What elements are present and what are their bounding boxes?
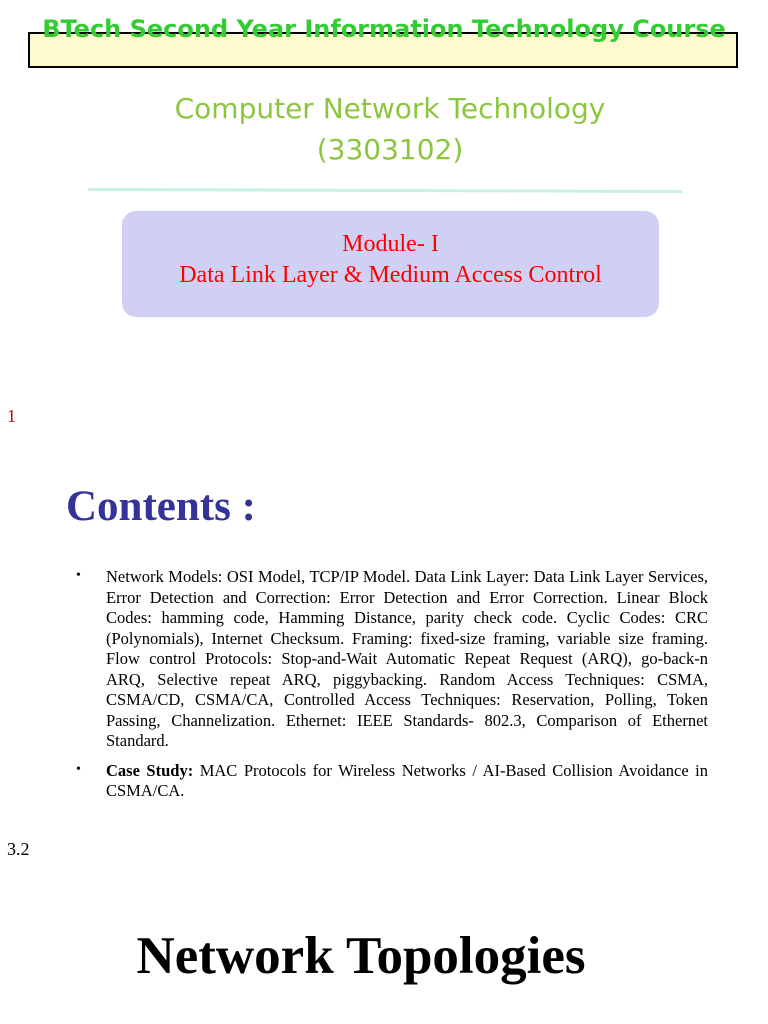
subject-title-name: Computer Network Technology — [174, 92, 606, 125]
subject-title-code: (3303102) — [316, 133, 464, 166]
divider-line — [88, 188, 682, 193]
contents-list — [76, 567, 708, 811]
bullet-icon: • — [76, 568, 81, 583]
slide-number: 1 — [7, 406, 16, 426]
slide-number: 3.2 — [7, 839, 30, 859]
contents-heading: Contents : — [66, 483, 256, 530]
topologies-heading: Network Topologies — [136, 927, 586, 985]
module-label: Module- I — [342, 231, 439, 257]
contents-item-text: Network Models: OSI Model, TCP/IP Model. Data Link Layer: Data Link Layer Services, Error Detection and Correction: Error Detection and Error Correction. Linear Block Codes: hamming code, Hamming Distance, parity check code. Cyclic Codes: CRC (Polynomials), Internet Checksum. Framing: fixed-size framing, variable size framing. Flow control Protocols: Stop-and-Wait Automatic Repeat Request (ARQ), go-back-n ARQ, Selective repeat ARQ, piggybacking. Random Access Techniques: CSMA, CSMA/CD, CSMA/CA, Controlled Access Techniques: Reservation, Polling, Token Passing, Channelization. Ethernet: IEEE Standards- 802.3, Comparison of Ethernet Standard. — [106, 567, 708, 750]
bullet-icon: • — [76, 761, 81, 777]
subject-title — [100, 88, 680, 170]
case-study-text: MAC Protocols for Wireless Networks / AI-Based Collision Avoidance in CSMA/CA. — [106, 760, 708, 800]
module-box — [122, 211, 659, 317]
module-name: Data Link Layer & Medium Access Control — [179, 262, 602, 288]
contents-item-topics — [76, 567, 708, 752]
contents-item-case-study — [76, 761, 708, 802]
course-title: BTech Second Year Information Technology Course — [42, 15, 726, 43]
case-study-label: Case Study: — [106, 760, 194, 780]
